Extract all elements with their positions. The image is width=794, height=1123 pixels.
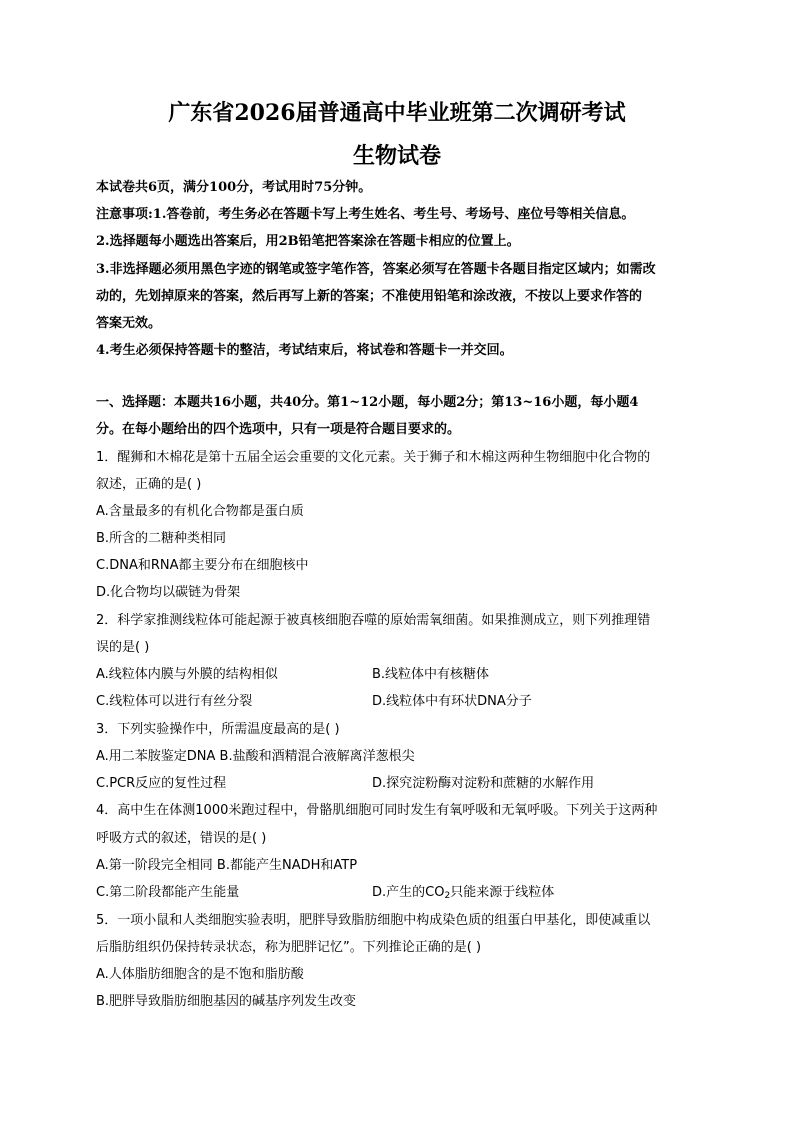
instruction-note-1: 注意事项:1.答卷前，考生务必在答题卡写上考生姓名、考生号、考场号、座位号等相关信息。 bbox=[96, 207, 635, 222]
section-heading-line-2: 分。在每小题给出的四个选项中，只有一项是符合题目要求的。 bbox=[96, 422, 461, 437]
instruction-note-4: 4.考生必须保持答题卡的整洁，考试结束后，将试卷和答题卡一并交回。 bbox=[96, 343, 513, 358]
q2-stem-line-2: 误的是( ) bbox=[96, 640, 150, 655]
q3-stem: 3．下列实验操作中，所需温度最高的是( ) bbox=[96, 722, 340, 737]
q2-option-a: A.线粒体内膜与外膜的结构相似 bbox=[96, 667, 278, 682]
q3-options-a-b: A.用二苯胺鉴定DNA B.盐酸和酒精混合液解离洋葱根尖 bbox=[96, 749, 415, 764]
q5-stem-line-1: 5．一项小鼠和人类细胞实验表明，肥胖导致脂肪细胞中构成染色质的组蛋白甲基化，即使减重以 bbox=[96, 913, 651, 928]
instruction-note-3-line-3: 答案无效。 bbox=[96, 316, 162, 331]
q4-option-d-suffix: 只能来源于线粒体 bbox=[450, 885, 555, 900]
q1-stem-line-1: 1．醒狮和木棉花是第十五届全运会重要的文化元素。关于狮子和木棉这两种生物细胞中化合物的 bbox=[96, 450, 651, 465]
q4-option-d-prefix: D.产生的CO bbox=[372, 885, 445, 900]
q5-stem-line-2: 后脂肪组织仍保持转录状态，称为肥胖记忆”。下列推论正确的是( ) bbox=[96, 940, 482, 955]
q5-option-b: B.肥胖导致脂肪细胞基因的碱基序列发生改变 bbox=[96, 994, 357, 1009]
q3-option-d: D.探究淀粉酶对淀粉和蔗糖的水解作用 bbox=[372, 776, 595, 791]
q4-options-a-b: A.第一阶段完全相同 B.都能产生NADH和ATP bbox=[96, 858, 358, 873]
q1-stem-line-2: 叙述，正确的是( ) bbox=[96, 477, 202, 492]
q5-option-a: A.人体脂肪细胞含的是不饱和脂肪酸 bbox=[96, 967, 304, 982]
q4-option-d bbox=[372, 884, 554, 902]
q4-stem-line-2: 呼吸方式的叙述，错误的是( ) bbox=[96, 831, 267, 846]
q1-option-d: D.化合物均以碳链为骨架 bbox=[96, 585, 241, 600]
q1-option-b: B.所含的二糖种类相同 bbox=[96, 531, 227, 546]
q2-option-d: D.线粒体中有环状DNA分子 bbox=[372, 694, 532, 709]
exam-summary: 本试卷共6页，满分100分，考试用时75分钟。 bbox=[96, 180, 372, 195]
q2-option-b: B.线粒体中有核糖体 bbox=[372, 667, 490, 682]
q3-option-c: C.PCR反应的复性过程 bbox=[96, 776, 227, 791]
q4-stem-line-1: 4．高中生在体测1000米跑过程中，骨骼肌细胞可同时发生有氧呼吸和无氧呼吸。下列关于这两种 bbox=[96, 803, 658, 818]
q1-option-a: A.含量最多的有机化合物都是蛋白质 bbox=[96, 504, 304, 519]
q4-option-c: C.第二阶段都能产生能量 bbox=[96, 885, 240, 900]
instruction-note-3-line-1: 3.非选择题必须用黑色字迹的钢笔或签字笔作答，答案必须写在答题卡各题目指定区域内；如需改 bbox=[96, 262, 656, 277]
q2-option-c: C.线粒体可以进行有丝分裂 bbox=[96, 694, 253, 709]
instruction-note-3-line-2: 动的，先划掉原来的答案，然后再写上新的答案；不准使用铅笔和涂改液，不按以上要求作答的 bbox=[96, 289, 643, 304]
instruction-note-2: 2.选择题每小题选出答案后，用2B铅笔把答案涂在答题卡相应的位置上。 bbox=[96, 234, 520, 249]
exam-title: 广东省2026届普通高中毕业班第二次调研考试 bbox=[168, 100, 626, 126]
q2-stem-line-1: 2．科学家推测线粒体可能起源于被真核细胞吞噬的原始需氧细菌。如果推测成立，则下列推理错 bbox=[96, 613, 651, 628]
q1-option-c: C.DNA和RNA都主要分布在细胞核中 bbox=[96, 558, 309, 573]
section-heading-line-1: 一、选择题：本题共16小题，共40分。第1~12小题，每小题2分；第13~16小题，每小题4 bbox=[96, 395, 639, 410]
subject-title: 生物试卷 bbox=[352, 143, 441, 169]
q4-option-d-subscript: 2 bbox=[444, 891, 451, 901]
